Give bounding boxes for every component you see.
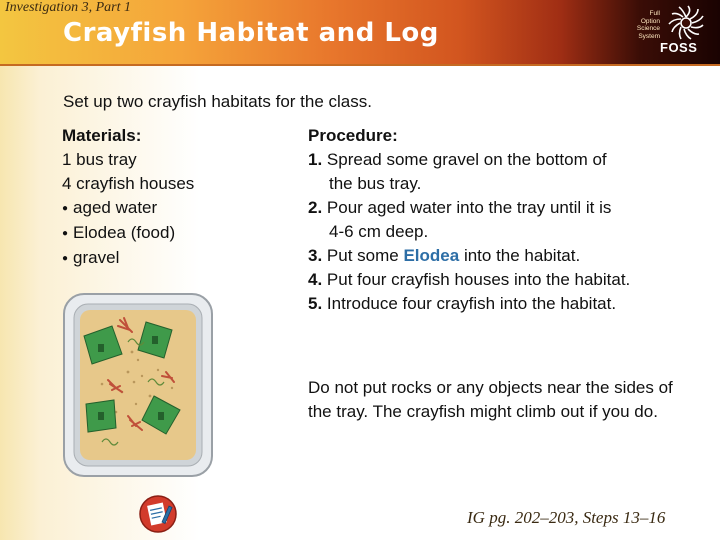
page-title: Crayfish Habitat and Log xyxy=(63,18,439,48)
logo-brand: FOSS xyxy=(660,40,698,55)
procedure-step: 3. Put some Elodea into the habitat. xyxy=(308,246,581,265)
crayfish-tray-illustration xyxy=(62,292,214,478)
procedure-heading: Procedure: xyxy=(308,126,398,145)
materials-list xyxy=(62,124,194,271)
sunburst-logo-icon xyxy=(664,4,708,42)
procedure-step: 2. Pour aged water into the tray until it is 4-6 cm deep. xyxy=(308,198,612,241)
list-item-bulleted: ● Elodea (food) xyxy=(62,221,194,246)
notebook-pencil-icon xyxy=(138,494,178,534)
teacher-guide-reference: IG pg. 202–203, Steps 13–16 xyxy=(467,508,666,527)
foss-logo xyxy=(628,2,718,62)
procedure-step: 4. Put four crayfish houses into the habitat. xyxy=(308,270,631,289)
list-item: 1 bus tray xyxy=(62,150,137,169)
materials-heading: Materials: xyxy=(62,126,142,145)
intro-text: Set up two crayfish habitats for the class. xyxy=(63,92,372,111)
list-item-bulleted: ● gravel xyxy=(62,246,194,271)
procedure-step: 5. Introduce four crayfish into the habitat. xyxy=(308,294,617,313)
procedure-step: 1. Spread some gravel on the bottom of the bus tray. xyxy=(308,150,607,193)
header-divider xyxy=(0,64,720,66)
procedure-list xyxy=(308,124,708,316)
elodea-term: Elodea xyxy=(403,246,460,265)
list-item-bulleted: ● aged water xyxy=(62,196,194,221)
safety-note: Do not put rocks or any objects near the sides of the tray. The crayfish might climb out if you do. xyxy=(308,378,673,421)
investigation-label: Investigation 3, Part 1 xyxy=(5,0,131,15)
logo-tagline: Full Option Science System xyxy=(636,10,660,40)
list-item: 4 crayfish houses xyxy=(62,174,195,193)
